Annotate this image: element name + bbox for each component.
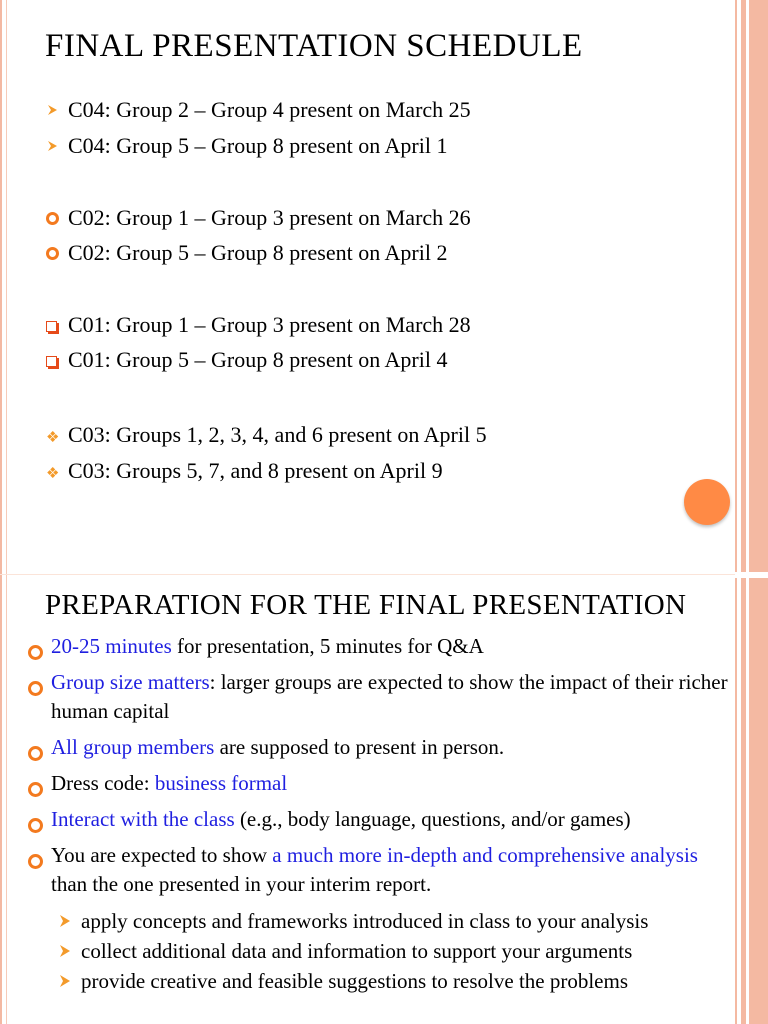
preparation-title: PREPARATION FOR THE FINAL PRESENTATION <box>45 589 687 621</box>
right-decorative-stripes <box>735 0 768 1024</box>
preparation-item: Interact with the class (e.g., body language, questions, and/or games) <box>28 805 733 834</box>
preparation-sub-item: collect additional data and information to support your arguments <box>28 936 733 966</box>
ring-icon <box>28 639 43 668</box>
ring-icon <box>28 812 43 841</box>
schedule-item: ❖ C03: Groups 5, 7, and 8 present on April 9 <box>46 458 443 487</box>
preparation-item: 20-25 minutes for presentation, 5 minutes for Q&A <box>28 632 733 661</box>
slide-divider <box>0 574 735 575</box>
arrow-icon <box>46 97 68 123</box>
ring-icon <box>28 848 43 877</box>
preparation-item: All group members are supposed to present in person. <box>28 733 733 762</box>
ring-icon <box>28 776 43 805</box>
schedule-item: C04: Group 5 – Group 8 present on April 1 <box>46 133 447 159</box>
ring-icon <box>46 205 68 231</box>
left-border-line <box>0 0 2 1024</box>
preparation-sub-item: apply concepts and frameworks introduced in class to your analysis <box>28 906 733 936</box>
diamond-icon: ❖ <box>46 430 60 446</box>
schedule-item: C02: Group 1 – Group 3 present on March 26 <box>46 205 471 231</box>
preparation-sub-item: provide creative and feasible suggestions to resolve the problems <box>28 966 733 996</box>
preparation-sub-list <box>28 906 733 996</box>
schedule-item: C04: Group 2 – Group 4 present on March 25 <box>46 97 471 123</box>
ring-icon <box>46 240 68 266</box>
preparation-list <box>28 632 733 996</box>
ring-icon <box>28 675 43 704</box>
schedule-title: FINAL PRESENTATION SCHEDULE <box>45 28 583 64</box>
arrow-icon <box>46 133 68 159</box>
schedule-item: C01: Group 5 – Group 8 present on April 4 <box>46 347 447 373</box>
schedule-item: ❖ C03: Groups 1, 2, 3, 4, and 6 present on April 5 <box>46 422 487 451</box>
square-icon <box>46 312 68 338</box>
slide-orange-dot <box>684 479 730 525</box>
ring-icon <box>28 740 43 769</box>
preparation-item: Dress code: business formal <box>28 769 733 798</box>
schedule-item: C01: Group 1 – Group 3 present on March 28 <box>46 312 471 338</box>
schedule-item: C02: Group 5 – Group 8 present on April 2 <box>46 240 447 266</box>
diamond-icon: ❖ <box>46 466 60 482</box>
preparation-item: Group size matters: larger groups are expected to show the impact of their richer human capital <box>28 668 733 726</box>
arrow-icon <box>59 973 71 1003</box>
square-icon <box>46 347 68 373</box>
left-border-line-inner <box>6 0 7 1024</box>
preparation-item: You are expected to show a much more in-depth and comprehensive analysis than the one presented in your interim report. <box>28 841 733 899</box>
